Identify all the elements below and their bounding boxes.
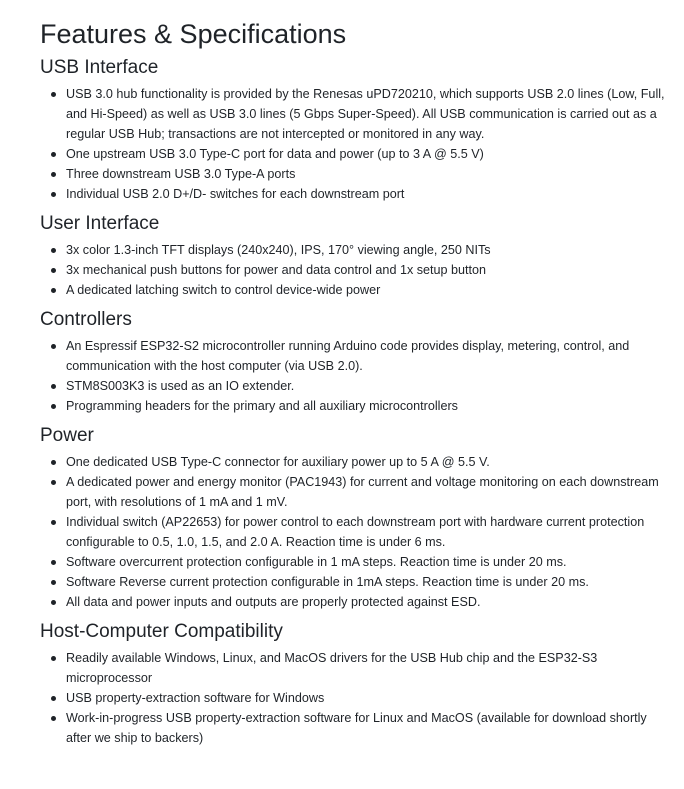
list-item: Readily available Windows, Linux, and MacOS drivers for the USB Hub chip and the ESP32-S3 microprocessor: [66, 648, 670, 688]
host-computer-compatibility-list: [40, 648, 670, 748]
list-item: Individual switch (AP22653) for power control to each downstream port with hardware current protection configurable to 0.5, 1.0, 1.5, and 2.0 A. Reaction time is under 6 ms.: [66, 512, 670, 552]
list-item: Three downstream USB 3.0 Type-A ports: [66, 164, 670, 184]
list-item: A dedicated power and energy monitor (PAC1943) for current and voltage monitoring on each downstream port, with resolutions of 1 mA and 1 mV.: [66, 472, 670, 512]
page-title: Features & Specifications: [40, 19, 347, 49]
list-item: 3x mechanical push buttons for power and data control and 1x setup button: [66, 260, 670, 280]
controllers-list: [40, 336, 670, 416]
section-heading-user-interface: User Interface: [40, 213, 160, 234]
list-item: Software overcurrent protection configurable in 1 mA steps. Reaction time is under 20 ms.: [66, 552, 670, 572]
user-interface-list: [40, 240, 670, 300]
section-heading-power: Power: [40, 425, 94, 446]
list-item: Individual USB 2.0 D+/D- switches for each downstream port: [66, 184, 670, 204]
list-item: All data and power inputs and outputs are properly protected against ESD.: [66, 592, 670, 612]
list-item: 3x color 1.3-inch TFT displays (240x240), IPS, 170° viewing angle, 250 NITs: [66, 240, 670, 260]
power-list: [40, 452, 670, 612]
list-item: STM8S003K3 is used as an IO extender.: [66, 376, 670, 396]
list-item: One upstream USB 3.0 Type-C port for data and power (up to 3 A @ 5.5 V): [66, 144, 670, 164]
usb-interface-list: [40, 84, 670, 204]
list-item: Programming headers for the primary and all auxiliary microcontrollers: [66, 396, 670, 416]
list-item: USB 3.0 hub functionality is provided by the Renesas uPD720210, which supports USB 2.0 lines (Low, Full, and Hi-Speed) as well as USB 3.0 lines (5 Gbps Super-Speed). All USB communication is carried out as a regular USB Hub; transactions are not intercepted or monitored in any way.: [66, 84, 670, 144]
list-item: An Espressif ESP32-S2 microcontroller running Arduino code provides display, metering, control, and communication with the host computer (via USB 2.0).: [66, 336, 670, 376]
list-item: Software Reverse current protection configurable in 1mA steps. Reaction time is under 20 ms.: [66, 572, 670, 592]
list-item: USB property-extraction software for Windows: [66, 688, 670, 708]
list-item: Work-in-progress USB property-extraction software for Linux and MacOS (available for download shortly after we ship to backers): [66, 708, 670, 748]
section-heading-usb-interface: USB Interface: [40, 57, 159, 78]
list-item: One dedicated USB Type-C connector for auxiliary power up to 5 A @ 5.5 V.: [66, 452, 670, 472]
section-heading-host-computer-compatibility: Host-Computer Compatibility: [40, 621, 283, 642]
section-heading-controllers: Controllers: [40, 309, 132, 330]
list-item: A dedicated latching switch to control device-wide power: [66, 280, 670, 300]
